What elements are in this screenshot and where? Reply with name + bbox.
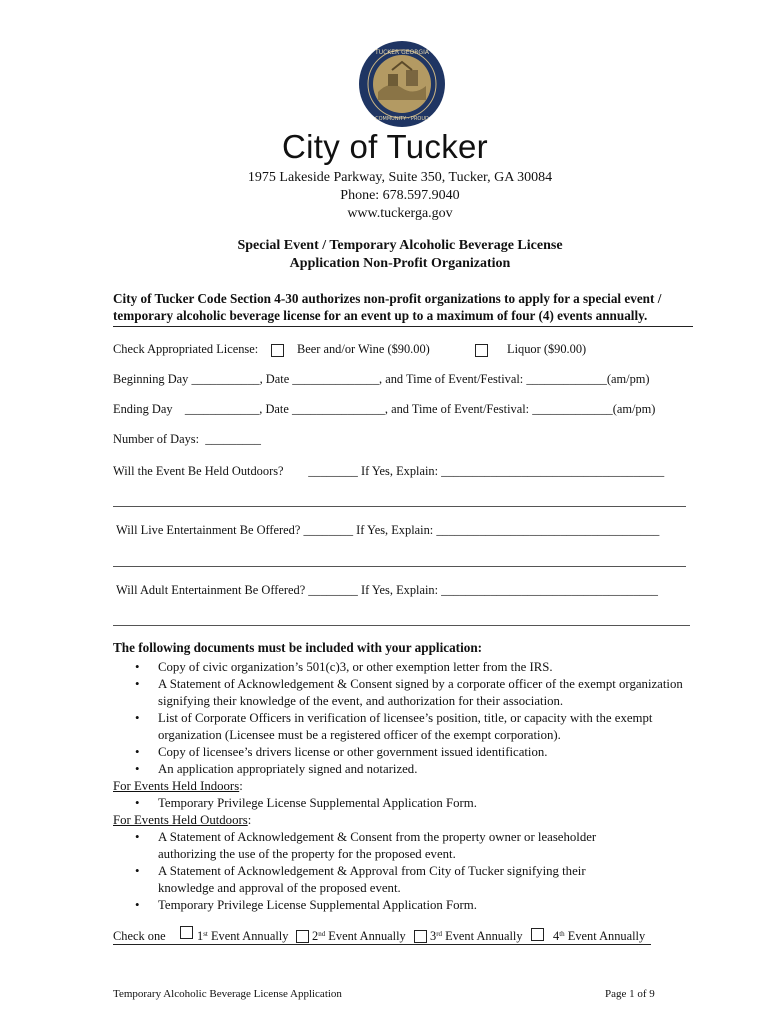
ending-day-field[interactable]: Ending Day ____________, Date _______________, and Time of Event/Festival: _____________(am/pm)	[113, 402, 656, 416]
indoors-documents-list: • Temporary Privilege License Supplemental Application Form.	[113, 795, 713, 812]
list-item: Temporary Privilege License Supplemental Application Form.	[158, 898, 477, 912]
general-documents-list: • Copy of civic organization’s 501(c)3, or other exemption letter from the IRS. • A Statement of Acknowledgement & Consent signed by a corporate officer of the exempt organization signifying their knowledge of the event, and authorization for their association. • List of Corporate Officers in verification of licensee’s position, title, or capacity with the exempt organization (Licensee must be a registered officer of the exempt corporation). • Copy of licensee’s drivers license or other government issued identification. • An application appropriately signed and notarized.	[113, 659, 713, 779]
documents-heading: The following documents must be included with your application:	[113, 640, 483, 655]
form-title-line2: Application Non-Profit Organization	[289, 256, 511, 271]
beginning-day-field[interactable]: Beginning Day ___________, Date ______________, and Time of Event/Festival: _____________(am/pm)	[113, 372, 650, 386]
live-explain-line[interactable]	[113, 566, 686, 567]
intro-statement: City of Tucker Code Section 4-30 authorizes non-profit organizations to apply for a special event / temporary alcoholic beverage license for an event up to a maximum of four (4) events annually.	[113, 291, 662, 323]
city-name-title: City of Tucker	[282, 128, 488, 165]
city-seal-logo	[358, 40, 446, 128]
page-number: Page 1 of 9	[605, 988, 655, 1000]
fourth-event-label: 4th Event Annually	[553, 929, 646, 943]
list-item: A Statement of Acknowledgement & Consent signed by a corporate officer of the exempt organization signifying their knowledge of the event, and authorization for their association.	[158, 677, 683, 708]
liquor-checkbox[interactable]	[475, 344, 488, 357]
list-item: An application appropriately signed and notarized.	[158, 762, 418, 776]
number-of-days-field[interactable]: Number of Days: _________	[113, 432, 261, 446]
phone-line: Phone: 678.597.9040	[340, 188, 460, 203]
liquor-label: Liquor ($90.00)	[507, 342, 587, 356]
check-one-underline	[113, 944, 651, 945]
indoors-heading: For Events Held Indoors:	[113, 779, 243, 793]
svg-text:TUCKER GEORGIA: TUCKER GEORGIA	[375, 49, 429, 56]
third-event-label: 3rd Event Annually	[430, 929, 523, 943]
outdoors-field[interactable]: Will the Event Be Held Outdoors? ________ If Yes, Explain: ____________________________________	[113, 464, 665, 478]
beer-wine-label: Beer and/or Wine ($90.00)	[297, 342, 430, 356]
website-link[interactable]: www.tuckerga.gov	[347, 206, 453, 221]
first-event-label: 1st Event Annually	[197, 929, 289, 943]
fourth-event-checkbox[interactable]	[531, 928, 544, 941]
second-event-label: 2nd Event Annually	[312, 929, 406, 943]
license-label: Check Appropriated License:	[113, 342, 259, 356]
list-item: Copy of civic organization’s 501(c)3, or other exemption letter from the IRS.	[158, 660, 553, 674]
list-item: Temporary Privilege License Supplemental Application Form.	[158, 796, 477, 810]
second-event-checkbox[interactable]	[296, 930, 309, 943]
address-line: 1975 Lakeside Parkway, Suite 350, Tucker, GA 30084	[247, 170, 553, 185]
section-divider	[113, 326, 693, 327]
third-event-checkbox[interactable]	[414, 930, 427, 943]
adult-explain-line[interactable]	[113, 625, 690, 626]
list-item: Copy of licensee’s drivers license or other government issued identification.	[158, 745, 548, 759]
form-title-line1: Special Event / Temporary Alcoholic Beverage License	[237, 238, 563, 253]
outdoors-documents-list: • A Statement of Acknowledgement & Consent from the property owner or leaseholder authorizing the use of the property for the proposed event. • A Statement of Acknowledgement & Approval from City of Tucker signifying their knowledge and approval of the proposed event. • Temporary Privilege License Supplemental Application Form.	[113, 829, 713, 919]
first-event-checkbox[interactable]	[180, 926, 193, 939]
beer-wine-checkbox[interactable]	[271, 344, 284, 357]
footer-title: Temporary Alcoholic Beverage License Application	[113, 988, 342, 1000]
svg-text:COMMUNITY · PROUD: COMMUNITY · PROUD	[375, 116, 429, 122]
live-entertainment-field[interactable]: Will Live Entertainment Be Offered? ________ If Yes, Explain: ____________________________________	[116, 523, 660, 537]
list-item: A Statement of Acknowledgement & Consent from the property owner or leaseholder authorizing the use of the property for the proposed event.	[158, 830, 597, 861]
check-one-label: Check one	[113, 929, 166, 943]
list-item: A Statement of Acknowledgement & Approval from City of Tucker signifying their knowledge and approval of the proposed event.	[158, 864, 586, 895]
outdoors-heading: For Events Held Outdoors:	[113, 813, 252, 827]
outdoors-explain-line[interactable]	[113, 506, 686, 507]
adult-entertainment-field[interactable]: Will Adult Entertainment Be Offered? ________ If Yes, Explain: ___________________________________	[116, 583, 658, 597]
list-item: List of Corporate Officers in verification of licensee’s position, title, or capacity with the exempt organization (Licensee must be a registered officer of the exempt corporation).	[158, 711, 653, 742]
